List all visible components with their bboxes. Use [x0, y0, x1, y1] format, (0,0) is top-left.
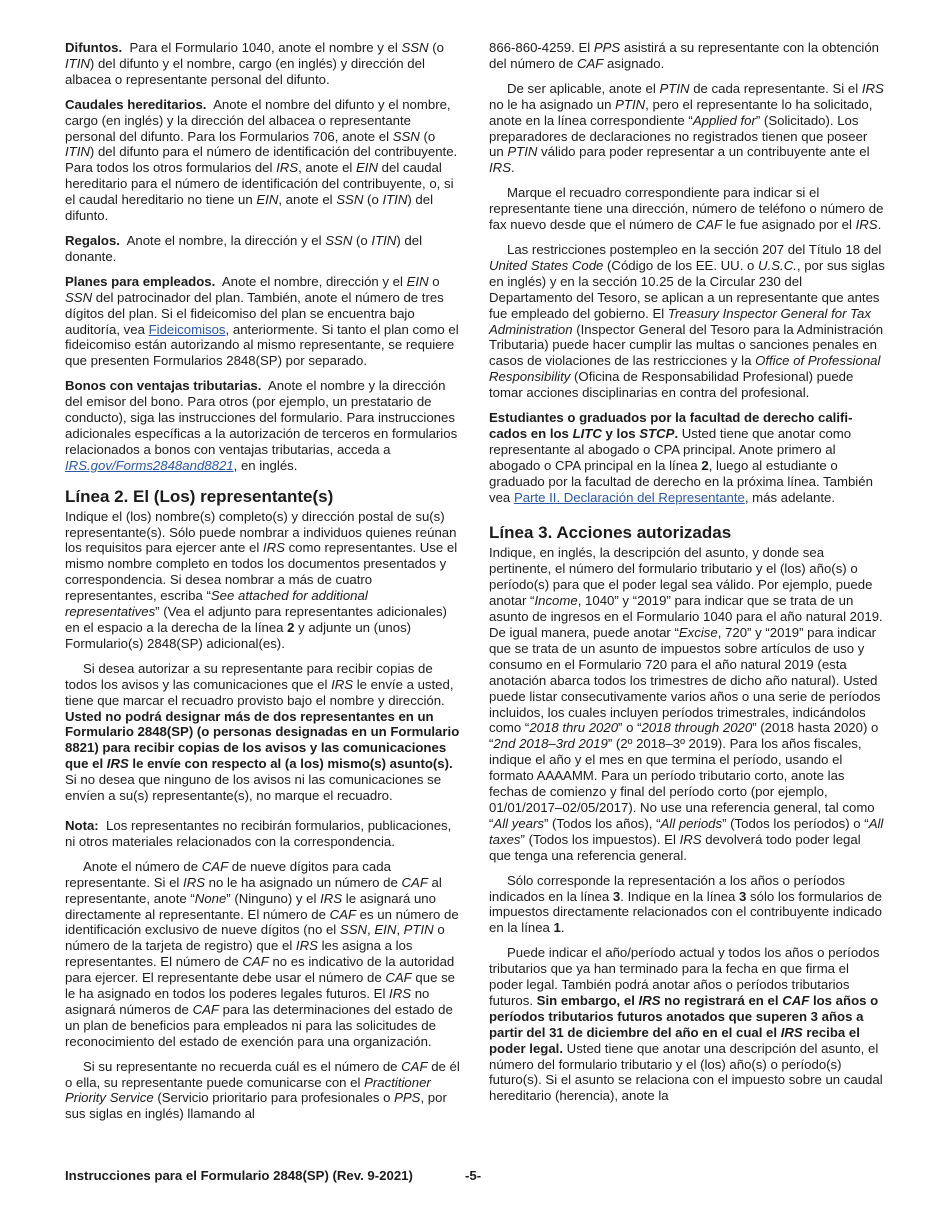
footer-title: Instrucciones para el Formulario 2848(SP) (Rev. 9-2021) [65, 1168, 413, 1183]
linea2-paragraph-2: Si desea autorizar a su representante para recibir copias de todos los avisos y las comunicaciones que el IRS le envíe a usted, tiene que marcar el recuadro provisto bajo el nombre y dirección. Usted no podrá designar más de dos representantes en un Formulario 2848(SP) (o personas designadas en un Formulario 8821) para recibir copias de los avisos y las comunicaciones que el IRS le envíe con respecto al (a los) mismo(s) asunto(s). Si no desea que ninguno de los avisos ni las comunicaciones se envíen a su(s) representante(s), no marque el recuadro. [65, 660, 460, 804]
fideicomisos-link[interactable]: Fideicomisos [148, 321, 226, 337]
left-column [65, 40, 461, 1131]
restricciones-paragraph: Las restricciones postempleo en la sección 207 del Título 18 del United States Code (Código de los EE. UU. o U.S.C., por sus siglas en inglés) y en la sección 10.25 de la Circular 230 del Departamento del Tesoro, se aplican a un representante que antes fue empleado del gobierno. El Treasury Inspector General for Tax Administration (Inspector General del Tesoro para la Administración Tributaria) puede hacer cumplir las multas o sanciones penales en casos de violaciones de las restricciones y la Office of Professional Responsibility (Oficina de Responsabilidad Profesional) puede tomar acciones disciplinarias en contra del profesional. [489, 241, 885, 401]
continuation-paragraph: 866-860-4259. El PPS asistirá a su representante con la obtención del número de CAF asignado. [489, 40, 880, 71]
parte-ii-link[interactable]: Parte II. Declaración del Representante [513, 489, 745, 505]
difuntos-paragraph: Difuntos. Para el Formulario 1040, anote el nombre y el SSN (o ITIN) del difunto y el nombre, cargo (en inglés) y dirección del albacea o representante personal del difunto. [65, 40, 444, 87]
caf-paragraph: Anote el número de CAF de nueve dígitos para cada representante. Si el IRS no le ha asignado un número de CAF al representante, anote “None” (Ninguno) y el IRS le asignará uno directamente al representante. El número de CAF es un número de identificación exclusivo de nueve dígitos (no el SSN, EIN, PTIN o número de la tarjeta de registro) que el IRS les asigna a los representantes. El número de CAF no es indicativo de la autoridad para ejercer. El representante debe usar el número de CAF que se le ha asignado en todos los poderes legales futuros. El IRS no asignará números de CAF para las determinaciones del estado de un plan de beneficios para empleados ni para las solicitudes de reconocimiento del estado de exención para una organización. [65, 858, 459, 1049]
irs-forms-link[interactable]: IRS.gov/Forms2848and8821 [65, 457, 234, 473]
bonos-paragraph: Bonos con ventajas tributarias. Anote el nombre y la dirección del emisor del bono. Para otros (por ejemplo, un prestatario de conducto), siga las instrucciones del formulario. Para instrucciones adicionales específicas a la autorización de terceros en formularios relacionados a bonos con ventajas tributarias, acceda a IRS.gov/Forms2848and8821, en inglés. [65, 378, 458, 473]
planes-paragraph: Planes para empleados. Anote el nombre, dirección y el EIN o SSN del patrocinador del plan. También, anote el número de tres dígitos del plan. Si el fideicomiso del plan se encuentra bajo auditoría, vea Fideicomisos, anteriormente. Si tanto el plan como el fideicomiso están autorizando al mismo representante, se requiere que presenten Formularios 2848(SP) por separado. [65, 273, 459, 369]
regalos-paragraph: Regalos. Anote el nombre, la dirección y el SSN (o ITIN) del donante. [65, 232, 422, 264]
right-column [489, 40, 885, 1113]
linea3-paragraph-3: Puede indicar el año/período actual y todos los años o períodos tributarios que ya han terminado para la fecha en que firma el poder legal. También podrá anotar años o períodos tributarios futuros. Sin embargo, el IRS no registrará en el CAF los años o períodos tributarios futuros anotados que superen 3 años a partir del 31 de diciembre del año en el cual el IRS reciba el poder legal. Usted tiene que anotar una descripción del asunto, el número del formulario tributario y el (los) año(s) o período(s) futuro(s). Si el asunto se relaciona con el impuesto sobre un caudal hereditario (herencia), anote la [489, 945, 883, 1104]
estudiantes-paragraph: Estudiantes o graduados por la facultad de derecho califi-cados en los LITC y los STCP. Usted tiene que anotar como representante al abogado o CPA principal. Anote primero al abogado o CPA principal en la línea 2, luego al estudiante o graduado por la facultad de derecho en la próxima línea. También vea Parte II. Declaración del Representante, más adelante. [489, 410, 873, 505]
linea3-paragraph-1: Indique, en inglés, la descripción del asunto, y donde sea pertinente, el número del formulario tributario y el (los) año(s) o período(s) para que el poder legal sea válido. Por ejemplo, puede anotar “Income, 1040” y “2019” para indicar que se trata de un asunto de ingresos en el Formulario 1040 para el año natural 2019. De igual manera, puede anotar “Excise, 720” y “2019” para indicar que se trata de un asunto de impuestos sobre artículos de uso y consumo en el Formulario 720 para el año natural 2019 (esta anotación abarca todos los trimestres de dicho año natural). Usted puede listar consecutivamente varios años o una serie de períodos incluidos, los cuales incluyen períodos trimestrales, indicándolos como “2018 thru 2020” o “2018 through 2020” (2018 hasta 2020) o “2nd 2018–3rd 2019” (2º 2018–3º 2019). Para los años fiscales, indique el año y el mes en que termina el período, usando el formato AAAAMM. Para un período tributario corto, anote las fechas de comienzo y final del período corto (por ejemplo, 01/01/2017–02/05/2017). No use una referencia general, tal como “All years” (Todos los años), “All periods” (Todos los períodos) o “All taxes” (Todos los impuestos). El IRS devolverá todo poder legal que tenga una referencia general. [489, 545, 884, 863]
nota-paragraph: Nota: Los representantes no recibirán formularios, publicaciones, ni otros materiales relacionados con la correspondencia. [65, 817, 452, 849]
marque-paragraph: Marque el recuadro correspondiente para indicar si el representante tiene una dirección, número de teléfono o número de fax nuevo desde que el número de CAF le fue asignado por el IRS. [489, 185, 884, 233]
linea2-heading: Línea 2. El (Los) representante(s) [65, 486, 334, 506]
ptin-paragraph: De ser aplicable, anote el PTIN de cada representante. Si el IRS no le ha asignado un PTIN, pero el representante lo ha solicitado, anote en la línea correspondiente “Applied for” (Solicitado). Los preparadores de declaraciones no registrados tienen que poseer un PTIN válido para poder representar a un contribuyente ante el IRS. [489, 80, 884, 176]
linea3-heading: Línea 3. Acciones autorizadas [489, 523, 732, 543]
caudales-paragraph: Caudales hereditarios. Anote el nombre del difunto y el nombre, cargo (en inglés) y la dirección del albacea o representante personal del difunto. Para los Formularios 706, anote el SSN (o ITIN) del difunto para el número de identificación del contribuyente. Para todos los otros formularios del IRS, anote el EIN del caudal hereditario para el número de identificación del contribuyente, o, si el caudal hereditario no tiene un EIN, anote el SSN (o ITIN) del difunto. [65, 96, 458, 224]
linea2-paragraph-1: Indique el (los) nombre(s) completo(s) y dirección postal de su(s) representante(s). Sólo puede nombrar a individuos quienes reúnan los requisitos para ejercer ante el IRS como representantes. Use el mismo nombre completo en todos los documentos presentados y correspondencia. Si desea nombrar a más de cuatro representantes, escriba “See attached for additional representatives” (Vea el adjunto para representantes adicionales) en el espacio a la derecha de la línea 2 y adjunte un (unos) Formulario(s) 2848(SP) adicional(es). [65, 508, 458, 651]
linea3-paragraph-2: Sólo corresponde la representación a los años o períodos indicados en la línea 3. Indique en la línea 3 sólo los formularios de impuestos directamente relacionados con el contribuyente indicado en la línea 1. [489, 872, 882, 936]
page-number: -5- [465, 1168, 482, 1183]
recuerda-paragraph: Si su representante no recuerda cuál es el número de CAF de él o ella, su representante puede comunicarse con el Practitioner Priority Service (Servicio prioritario para profesionales o PPS, por sus siglas en inglés) llamando al [65, 1058, 460, 1122]
